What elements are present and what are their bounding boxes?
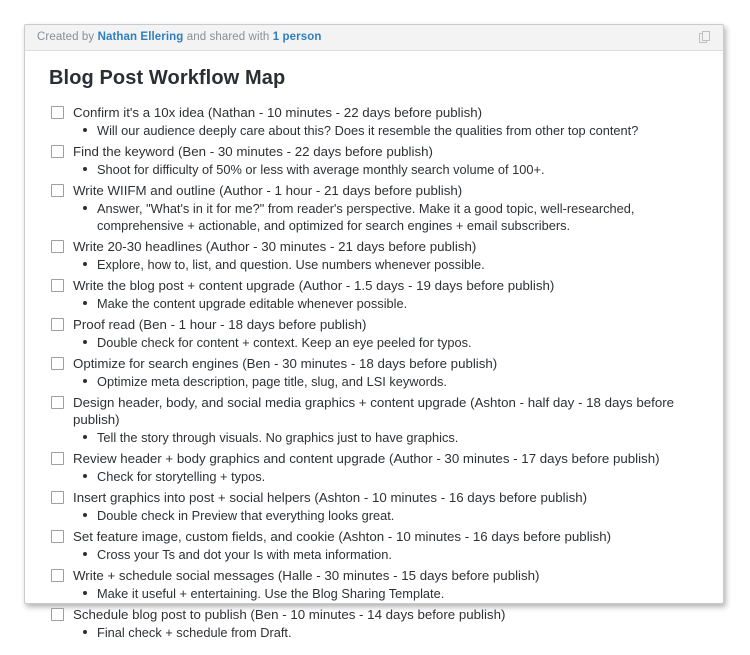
list-item <box>47 143 701 178</box>
list-item <box>47 489 701 524</box>
task-note <box>47 468 701 485</box>
task-checkbox[interactable] <box>51 240 64 253</box>
list-item <box>47 606 701 641</box>
task-note <box>47 546 701 563</box>
task-row[interactable] <box>47 104 701 121</box>
task-label: Write the blog post + content upgrade (Author - 1.5 days - 19 days before publish) <box>73 278 555 293</box>
task-note <box>47 334 701 351</box>
task-label: Review header + body graphics and content upgrade (Author - 30 minutes - 17 days before publish) <box>73 451 660 466</box>
task-note <box>47 373 701 390</box>
task-checkbox[interactable] <box>51 608 64 621</box>
list-item <box>47 104 701 139</box>
list-item <box>47 316 701 351</box>
task-checkbox[interactable] <box>51 491 64 504</box>
list-item <box>47 567 701 602</box>
list-item <box>47 238 701 273</box>
task-row[interactable] <box>47 143 701 160</box>
task-row[interactable] <box>47 606 701 623</box>
task-label: Insert graphics into post + social helpers (Ashton - 10 minutes - 16 days before publish) <box>73 490 588 505</box>
task-label: Design header, body, and social media graphics + content upgrade (Ashton - half day - 18 days before publish) <box>73 395 675 427</box>
task-note-text: Double check in Preview that everything looks great. <box>97 508 395 523</box>
bullet-icon <box>83 552 87 556</box>
task-checkbox[interactable] <box>51 318 64 331</box>
list-item <box>47 182 701 234</box>
task-checkbox[interactable] <box>51 145 64 158</box>
task-row[interactable] <box>47 316 701 333</box>
task-row[interactable] <box>47 567 701 584</box>
task-note-text: Answer, "What's in it for me?" from reader's perspective. Make it a good topic, well-researched, comprehensive + actionable, and optimized for search engines + email subscribers. <box>97 201 635 233</box>
task-label: Find the keyword (Ben - 30 minutes - 22 days before publish) <box>73 144 433 159</box>
shared-with-label: and shared with <box>186 31 270 43</box>
task-note-text: Will our audience deeply care about this? Does it resemble the qualities from other top content? <box>97 123 639 138</box>
copy-icon[interactable] <box>699 31 711 44</box>
bullet-icon <box>83 301 87 305</box>
task-note-text: Optimize meta description, page title, slug, and LSI keywords. <box>97 374 447 389</box>
task-row[interactable] <box>47 238 701 255</box>
task-checkbox[interactable] <box>51 279 64 292</box>
list-item <box>47 394 701 446</box>
task-row[interactable] <box>47 277 701 294</box>
task-note <box>47 200 701 234</box>
task-row[interactable] <box>47 182 701 199</box>
task-label: Confirm it's a 10x idea (Nathan - 10 minutes - 22 days before publish) <box>73 105 483 120</box>
task-row[interactable] <box>47 355 701 372</box>
task-note <box>47 295 701 312</box>
bullet-icon <box>83 340 87 344</box>
task-label: Write WIIFM and outline (Author - 1 hour - 21 days before publish) <box>73 183 463 198</box>
document-card <box>24 24 724 640</box>
task-note-text: Check for storytelling + typos. <box>97 469 266 484</box>
task-note <box>47 122 701 139</box>
task-label: Proof read (Ben - 1 hour - 18 days before publish) <box>73 317 367 332</box>
task-checkbox[interactable] <box>51 106 64 119</box>
task-row[interactable] <box>47 528 701 545</box>
task-note-text: Tell the story through visuals. No graphics just to have graphics. <box>97 430 459 445</box>
list-item <box>47 355 701 390</box>
task-row[interactable] <box>47 489 701 506</box>
bullet-icon <box>83 630 87 634</box>
task-checkbox[interactable] <box>51 452 64 465</box>
task-checkbox[interactable] <box>51 530 64 543</box>
bullet-icon <box>83 435 87 439</box>
bullet-icon <box>83 379 87 383</box>
created-by-label: Created by <box>37 31 95 43</box>
shared-with-count-link[interactable]: 1 person <box>272 31 322 43</box>
task-row[interactable] <box>47 450 701 467</box>
task-label: Write 20-30 headlines (Author - 30 minutes - 21 days before publish) <box>73 239 477 254</box>
author-link[interactable]: Nathan Ellering <box>97 31 184 43</box>
task-note-text: Final check + schedule from Draft. <box>97 625 292 640</box>
bullet-icon <box>83 128 87 132</box>
task-note <box>47 624 701 641</box>
task-note <box>47 585 701 602</box>
task-note <box>47 256 701 273</box>
bullet-icon <box>83 262 87 266</box>
task-list <box>47 104 701 641</box>
task-row[interactable] <box>47 394 701 428</box>
document-meta-bar <box>25 25 723 51</box>
list-item <box>47 450 701 485</box>
task-checkbox[interactable] <box>51 569 64 582</box>
page-title: Blog Post Workflow Map <box>49 67 286 89</box>
bullet-icon <box>83 591 87 595</box>
document-body <box>25 51 723 655</box>
task-label: Schedule blog post to publish (Ben - 10 minutes - 14 days before publish) <box>73 607 506 622</box>
list-item <box>47 277 701 312</box>
task-note-text: Shoot for difficulty of 50% or less with average monthly search volume of 100+. <box>97 162 545 177</box>
bullet-icon <box>83 167 87 171</box>
list-item <box>47 528 701 563</box>
task-note-text: Explore, how to, list, and question. Use numbers whenever possible. <box>97 257 485 272</box>
task-note-text: Double check for content + context. Keep an eye peeled for typos. <box>97 335 472 350</box>
task-note-text: Make the content upgrade editable whenever possible. <box>97 296 408 311</box>
task-checkbox[interactable] <box>51 184 64 197</box>
bullet-icon <box>83 206 87 210</box>
task-checkbox[interactable] <box>51 396 64 409</box>
task-label: Write + schedule social messages (Halle - 30 minutes - 15 days before publish) <box>73 568 540 583</box>
task-note-text: Make it useful + entertaining. Use the Blog Sharing Template. <box>97 586 445 601</box>
task-checkbox[interactable] <box>51 357 64 370</box>
bullet-icon <box>83 474 87 478</box>
task-label: Optimize for search engines (Ben - 30 minutes - 18 days before publish) <box>73 356 498 371</box>
task-note-text: Cross your Ts and dot your Is with meta information. <box>97 547 392 562</box>
task-note <box>47 429 701 446</box>
task-note <box>47 161 701 178</box>
bullet-icon <box>83 513 87 517</box>
task-note <box>47 507 701 524</box>
task-label: Set feature image, custom fields, and cookie (Ashton - 10 minutes - 16 days before publish) <box>73 529 612 544</box>
